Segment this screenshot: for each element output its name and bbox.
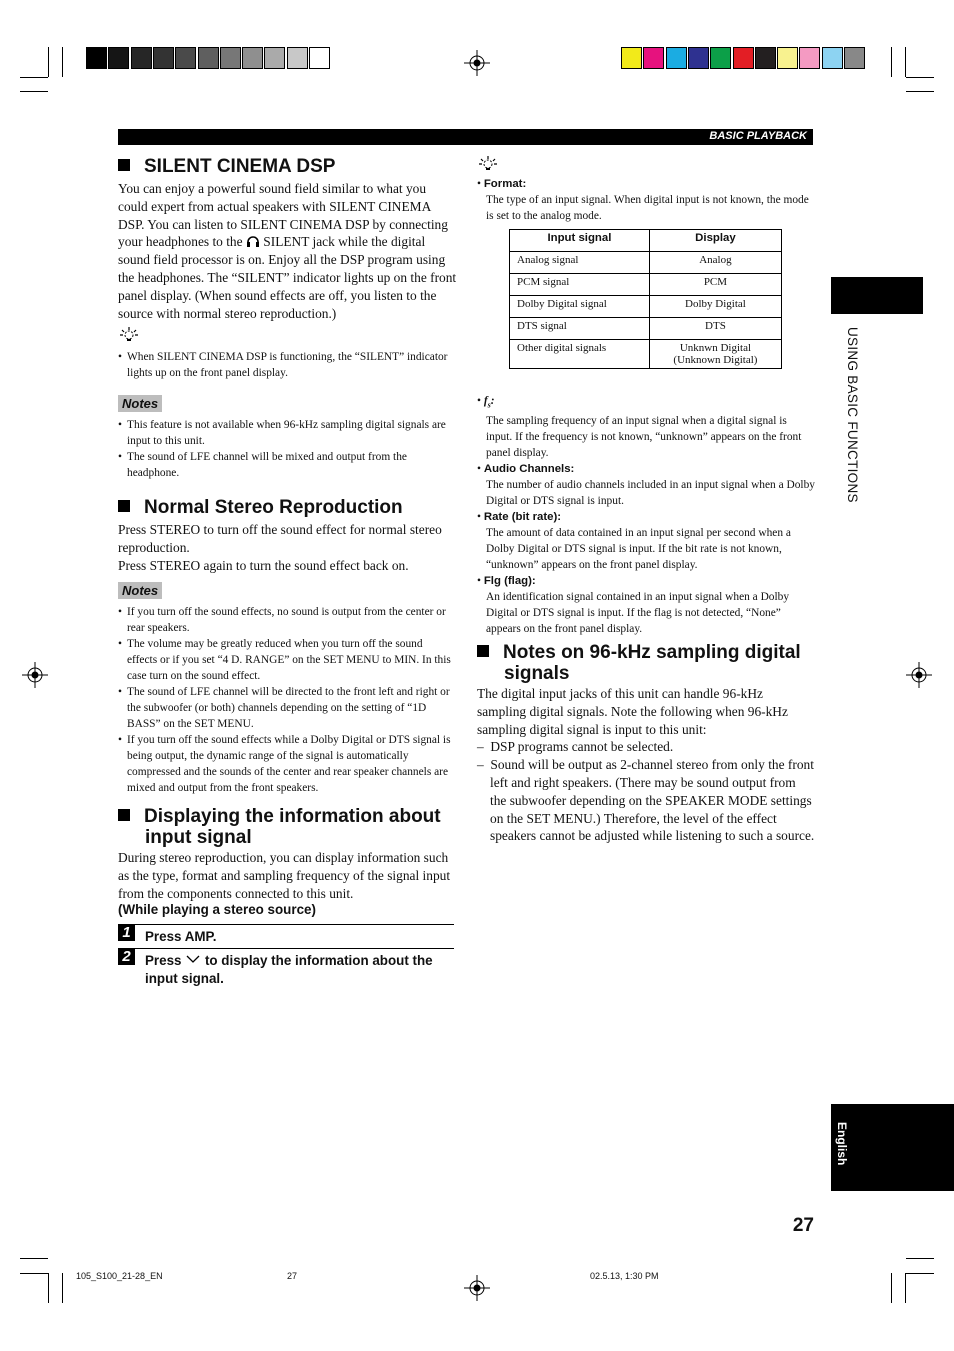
silent-cinema-section — [118, 156, 458, 481]
notes-label: Notes — [118, 395, 162, 412]
list-item: – Sound will be output as 2-channel stereo from only the front left and right speakers. (There may be sound output from the subwoofer depending on the SPEAKER MODE settings on the SET MENU.) Therefore, the level of the effect speakers cannot be adjusted while listening to such a source. — [477, 757, 815, 844]
item-text: The type of an input signal. When digital input is not known, the mode is set to the analog mode. — [486, 194, 809, 222]
list-item: • The sound of LFE channel will be directed to the front left and right or the subwoofer (or both) channels depending on the setting of “1D BASS” on the SET MENU. — [118, 684, 454, 732]
paragraph: The digital input jacks of this unit can handle 96-kHz sampling digital signals. Note the following when 96-kHz sampling digital signal is input to this unit: — [477, 686, 788, 737]
step-number: 2 — [118, 948, 135, 965]
table-row: Other digital signals Unknwn Digital (Unknown Digital) — [510, 340, 782, 369]
table-header-row — [510, 230, 782, 252]
section-header-label: BASIC PLAYBACK — [709, 130, 807, 142]
item-label: $f_s$: — [483, 395, 495, 410]
signal-info-list: • $f_s$: The sampling frequency of an input signal when a digital signal is input. If the frequency is not known, “unknown” appears on the front panel display. • Audio Channels: The number of audio channels included in an input signal when a Dolby Digital or DTS signal is input. • Rate (bit rate): The amount of data contained in an input signal per second when a Dolby Digital or DTS signal is input. If the bit rate is not known, “unknown” appears on the front panel display. • Flg (flag): An identification signal contained in an input signal when a Dolby Digital or DTS signal is input. If the flag is not detected, “None” appears on the front panel display. — [477, 395, 815, 636]
color-swatch — [844, 47, 865, 69]
list-item: • The sound of LFE channel will be mixed and output from the headphone. — [118, 449, 458, 481]
item-label: Flg (flag): — [483, 575, 536, 588]
color-swatch — [666, 47, 687, 69]
list-item: • This feature is not available when 96-kHz sampling digital signals are input to this unit. — [118, 417, 458, 449]
registration-mark-icon — [906, 662, 932, 688]
registration-mark-icon — [464, 50, 490, 76]
color-swatch — [822, 47, 843, 69]
footer-filename: 105_S100_21-28_EN — [76, 1271, 163, 1281]
step-text: Press AMP. — [145, 929, 217, 944]
notes-list — [118, 604, 454, 796]
chevron-down-icon — [185, 954, 201, 964]
step-number: 1 — [118, 924, 135, 941]
input-signal-table — [509, 229, 782, 369]
stereo-section — [118, 497, 458, 796]
list-item: • The volume may be greatly reduced when you turn off the sound effects or if you set “4 D. RANGE” on the SET MENU to MIN. In this case turn on the sound effect. — [118, 636, 454, 684]
subheading: (While playing a stereo source) — [118, 902, 316, 918]
column-header: Display — [649, 230, 781, 252]
item-label: Rate (bit rate): — [483, 511, 562, 524]
color-swatch — [131, 47, 152, 69]
step-1 — [118, 924, 454, 947]
paragraph: During stereo reproduction, you can display information such as the type, format and sampling frequency of the signal input from the components connected to this unit. — [118, 850, 451, 901]
section-title: SILENT CINEMA DSP — [118, 156, 458, 177]
color-swatch — [755, 47, 776, 69]
color-swatch — [86, 47, 107, 69]
color-swatch — [175, 47, 196, 69]
item-text: The amount of data contained in an input signal per second when a Dolby Digital or DTS signal is input. If the bit rate is not known, “unknown” appears on the front panel display. — [486, 527, 791, 572]
item-text: The number of audio channels included in an input signal when a Dolby Digital or DTS signal is input. — [486, 479, 815, 508]
item-label: Audio Channels: — [483, 463, 575, 476]
color-swatch — [153, 47, 174, 69]
registration-mark-icon — [22, 662, 48, 688]
list-item: • If you turn off the sound effects while a Dolby Digital or DTS signal is being output, the dynamic range of the signal is automatically compressed and the sounds of the center and rear speaker channels are mixed and output from the front speakers. — [118, 732, 454, 796]
section-header-bar — [118, 129, 813, 145]
color-swatch — [108, 47, 129, 69]
color-swatch — [287, 47, 308, 69]
tip-lightbulb-icon — [118, 326, 140, 342]
list-item: • When SILENT CINEMA DSP is functioning, the “SILENT” indicator lights up on the front panel display. — [118, 349, 458, 381]
color-swatch — [710, 47, 731, 69]
table-row: Analog signal Analog — [510, 252, 782, 274]
color-swatch — [643, 47, 664, 69]
format-item: • Format: The type of an input signal. When digital input is not known, the mode is set to the analog mode. — [477, 176, 815, 224]
96khz-section — [477, 642, 815, 845]
color-swatch — [220, 47, 241, 69]
language-label: English — [835, 1122, 849, 1166]
page-number: 27 — [792, 1215, 814, 1236]
headphones-icon — [246, 235, 260, 247]
color-swatch — [777, 47, 798, 69]
table-row: DTS signal DTS — [510, 318, 782, 340]
table-row: PCM signal PCM — [510, 274, 782, 296]
language-tab — [831, 1104, 954, 1191]
sidebar-tab — [831, 277, 923, 314]
paragraph: Press STEREO to turn off the sound effect for normal stereo reproduction. Press STEREO again to turn the sound effect back on. — [118, 522, 442, 573]
color-swatch — [264, 47, 285, 69]
color-swatch — [621, 47, 642, 69]
section-title: Normal Stereo Reproduction — [118, 497, 458, 518]
paragraph: You can enjoy a powerful sound field similar to what you could expert from actual speakers with SILENT CINEMA DSP. You can listen to SILENT CINEMA DSP by connecting your headphones to the SILENT jack while the digital sound field processor is on. Enjoy all the DSP program using the headphones. The “SILENT” indicator lights up on the front panel display. (When sound effects are off, you listen to the source with normal stereo reproduction.) — [118, 181, 457, 321]
registration-mark-icon — [464, 1275, 490, 1301]
section-title: Displaying the information about input signal — [118, 806, 458, 848]
list-item: – DSP programs cannot be selected. — [477, 739, 674, 755]
color-swatch — [242, 47, 263, 69]
notes-label: Notes — [118, 582, 162, 599]
footer-page: 27 — [287, 1271, 298, 1281]
item-label: Format: — [483, 178, 527, 190]
column-header: Input signal — [510, 230, 650, 252]
sidebar-chapter-label: USING BASIC FUNCTIONS — [845, 327, 860, 503]
item-text: An identification signal contained in an input signal when a Dolby Digital or DTS signal is input. If the flag is not detected, “None” appears on the front panel display. — [486, 591, 790, 636]
section-title: Notes on 96-kHz sampling digital signals — [477, 642, 815, 684]
color-swatch — [198, 47, 219, 69]
table-row: Dolby Digital signal Dolby Digital — [510, 296, 782, 318]
notes-list — [118, 417, 458, 481]
step-text: Press to display the information about the input signal. — [145, 953, 433, 986]
color-swatch — [309, 47, 330, 69]
tip-lightbulb-icon — [477, 155, 499, 171]
tip-list — [118, 349, 458, 381]
color-swatch — [799, 47, 820, 69]
color-swatch — [733, 47, 754, 69]
item-text: The sampling frequency of an input signal when a digital signal is input. If the frequency is not known, “unknown” appears on the front panel display. — [486, 415, 802, 460]
color-swatch — [688, 47, 709, 69]
list-item: • If you turn off the sound effects, no sound is output from the center or rear speakers. — [118, 604, 454, 636]
step-2 — [118, 948, 454, 988]
footer-date: 02.5.13, 1:30 PM — [590, 1271, 659, 1281]
display-info-section — [118, 806, 458, 918]
